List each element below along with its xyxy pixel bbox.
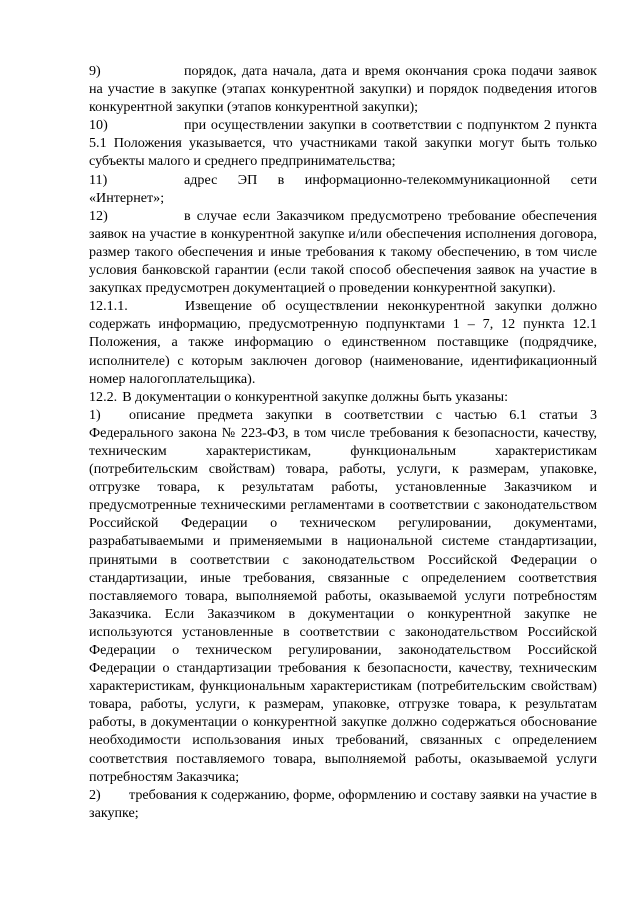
clause-12	[89, 207, 597, 297]
section-text: В документации о конкурентной закупке должны быть указаны:	[122, 388, 509, 405]
clause-11	[89, 171, 597, 207]
section-number: 12.1.1.	[89, 298, 128, 315]
clause-text: порядок, дата начала, дата и время окончания срока подачи заявок на участие в закупке (этапах конкурентной закупки) и порядок подведения итогов конкурентной закупки (этапов конкурентной закупки);	[89, 63, 597, 116]
clause-number: 10)	[89, 117, 108, 134]
subclause-number: 1)	[89, 406, 101, 423]
clause-number: 9)	[89, 63, 101, 79]
clause-text: при осуществлении закупки в соответствии с подпунктом 2 пункта 5.1 Положения указывается, что участниками такой закупки могут быть только субъекты малого и среднего предпринимательства;	[89, 117, 597, 170]
clause-number: 12)	[89, 207, 108, 224]
section-number: 12.2.	[89, 388, 118, 405]
clause-text: в случае если Заказчиком предусмотрено требование обеспечения заявок на участие в конкурентной закупке и/или обеспечения исполнения договора, размер такого обеспечения и иные требования к такому обеспечению, в том числе условия банковской гарантии (если такой способ обеспечения заявок на участие в закупках предусмотрен документацией о проведении конкурентной закупки).	[89, 207, 597, 297]
clause-text: адрес ЭП в информационно-телекоммуникационной сети «Интернет»;	[89, 171, 597, 206]
section-12-2	[89, 388, 597, 406]
subclause-number: 2)	[89, 786, 101, 803]
section-text: Извещение об осуществлении неконкурентной закупки должно содержать информацию, предусмотренную подпунктами 1 – 7, 12 пункта 12.1 Положения, а также информацию о единственном поставщике (подрядчике, исполнителе) с которым заключен договор (наименование, идентификационный номер налогоплательщика).	[89, 298, 597, 387]
subclause-2	[89, 786, 597, 822]
subclause-text: описание предмета закупки в соответствии с частью 6.1 статьи 3 Федерального закона № 223-ФЗ, в том числе требования к безопасности, качеству, техническим характеристикам, функциональным характеристикам (потребительским свойствам) товара, работы, услуги, к размерам, упаковке, отгрузке товара, к результатам работы, установленные Заказчиком и предусмотренные техническими регламентами в соответствии с законодательством Российской Федерации о техническом регулировании, документами, разрабатываемыми и применяемыми в национальной системе стандартизации, принятыми в соответствии с законодательством Российской Федерации о стандартизации, иные требования, связанные с определением соответствия поставляемого товара, выполняемой работы, оказываемой услуги потребностям Заказчика. Если Заказчиком в документации о конкурентной закупке не используются установленные в соответствии с законодательством Российской Федерации о техническом регулировании, законодательством Российской Федерации о стандартизации требования к безопасности, качеству, техническим характеристикам, функциональным характеристикам (потребительским свойствам) товара, работы, услуги, к размерам, упаковке, отгрузке товара, к результатам работы, в документации о конкурентной закупке должно содержаться обоснование необходимости использования иных требований, связанных с определением соответствия поставляемого товара, выполняемой работы, оказываемой услуги потребностям Заказчика;	[89, 406, 597, 785]
subclause-1	[89, 406, 597, 786]
clause-9	[89, 62, 597, 116]
clause-number: 11)	[89, 171, 108, 188]
document-body	[89, 62, 597, 822]
subclause-text: требования к содержанию, форме, оформлению и составу заявки на участие в закупке;	[89, 786, 597, 821]
clause-10	[89, 116, 597, 170]
section-12-1-1	[89, 297, 597, 387]
